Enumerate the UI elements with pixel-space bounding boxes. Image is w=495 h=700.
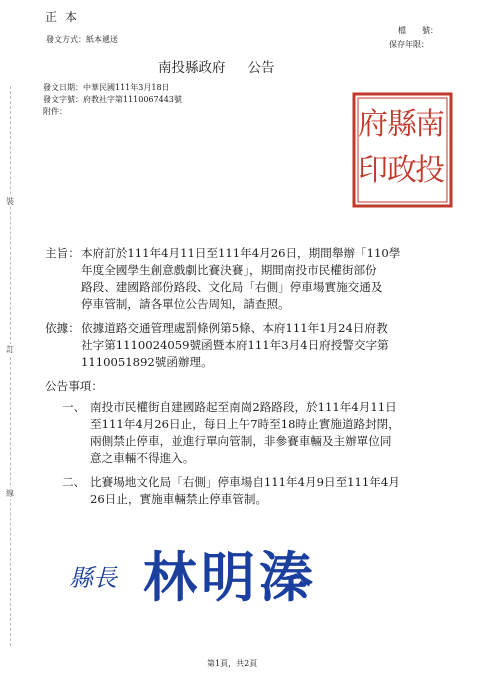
item-2-number: 二、 <box>62 475 86 489</box>
svg-text:林明溱: 林明溱 <box>143 546 317 609</box>
item-1-line-1: 南投市民權街自建國路起至南崗2路路段，於111年4月11日 <box>90 400 397 414</box>
subject-line-1: 本府訂於111年4月11日至111年4月26日，期間舉辦「110學 <box>81 246 401 260</box>
svg-text:印: 印 <box>358 153 388 188</box>
item-1-line-3: 兩側禁止停車，並進行單向管制，非參賽車輛及主辦單位同 <box>90 434 392 448</box>
item-1-number: 一、 <box>62 400 86 414</box>
basis-line-3: 1110051892號函辦理。 <box>81 355 213 369</box>
basis-line-1: 依據道路交通管理處罰條例第5條、本府111年1月24日府教 <box>81 321 388 335</box>
basis-line-2: 社字第1110024059號函暨本府111年3月4日府授警交字第 <box>81 338 389 352</box>
binding-line <box>10 86 11 646</box>
item-2-line-1: 比賽場地文化局「右側」停車場自111年4月9日至111年4月 <box>90 475 400 489</box>
subject-label: 主旨： <box>45 246 80 260</box>
official-seal-stamp <box>350 90 455 210</box>
svg-text:投: 投 <box>415 153 445 188</box>
issue-date: 發文日期：中華民國111年3月18日 <box>43 83 170 92</box>
subject-line-4: 停車管制，請各單位公告周知，請查照。 <box>81 297 290 311</box>
item-1-line-2: 至111年4月26日止，每日上午7時至18時止實施道路封閉， <box>90 417 400 431</box>
binding-mark-bottom: 線 <box>6 489 14 498</box>
svg-text:府: 府 <box>358 107 388 142</box>
agency-name: 南投縣政府 <box>158 60 226 76</box>
copy-type-label: 正本 <box>45 10 86 24</box>
document-title <box>158 56 275 76</box>
subject-line-2: 年度全國學生創意戲劇比賽決賽」，期間南投市民權街部份 <box>81 263 377 277</box>
file-number-label: 檔 號： <box>398 26 438 35</box>
binding-mark-top: 裝 <box>6 197 14 206</box>
item-2-line-2: 26日止，實施車輛禁止停車管制。 <box>90 492 268 506</box>
binding-mark-middle: 訂 <box>6 345 14 354</box>
magistrate-signature-stamp <box>65 542 365 612</box>
document-number: 發文字號：府教社字第1110067443號 <box>43 95 182 104</box>
page-number: 第1頁，共2頁 <box>207 659 258 668</box>
retention-label: 保存年限： <box>389 40 429 49</box>
item-1-line-4: 意之車輛不得進入。 <box>90 451 195 465</box>
svg-text:縣: 縣 <box>387 107 417 142</box>
send-method: 發文方式：紙本遞送 <box>46 35 118 44</box>
svg-text:縣長: 縣長 <box>69 564 117 592</box>
svg-text:南: 南 <box>415 107 445 142</box>
subject-line-3: 路段、建國路部份路段、文化局「右側」停車場實施交通及 <box>81 280 383 294</box>
svg-text:政: 政 <box>387 153 417 188</box>
attachment-label: 附件： <box>43 107 67 116</box>
basis-label: 依據： <box>45 321 80 335</box>
announcement-heading: 公告事項： <box>45 379 103 393</box>
document-type: 公告 <box>247 60 275 76</box>
